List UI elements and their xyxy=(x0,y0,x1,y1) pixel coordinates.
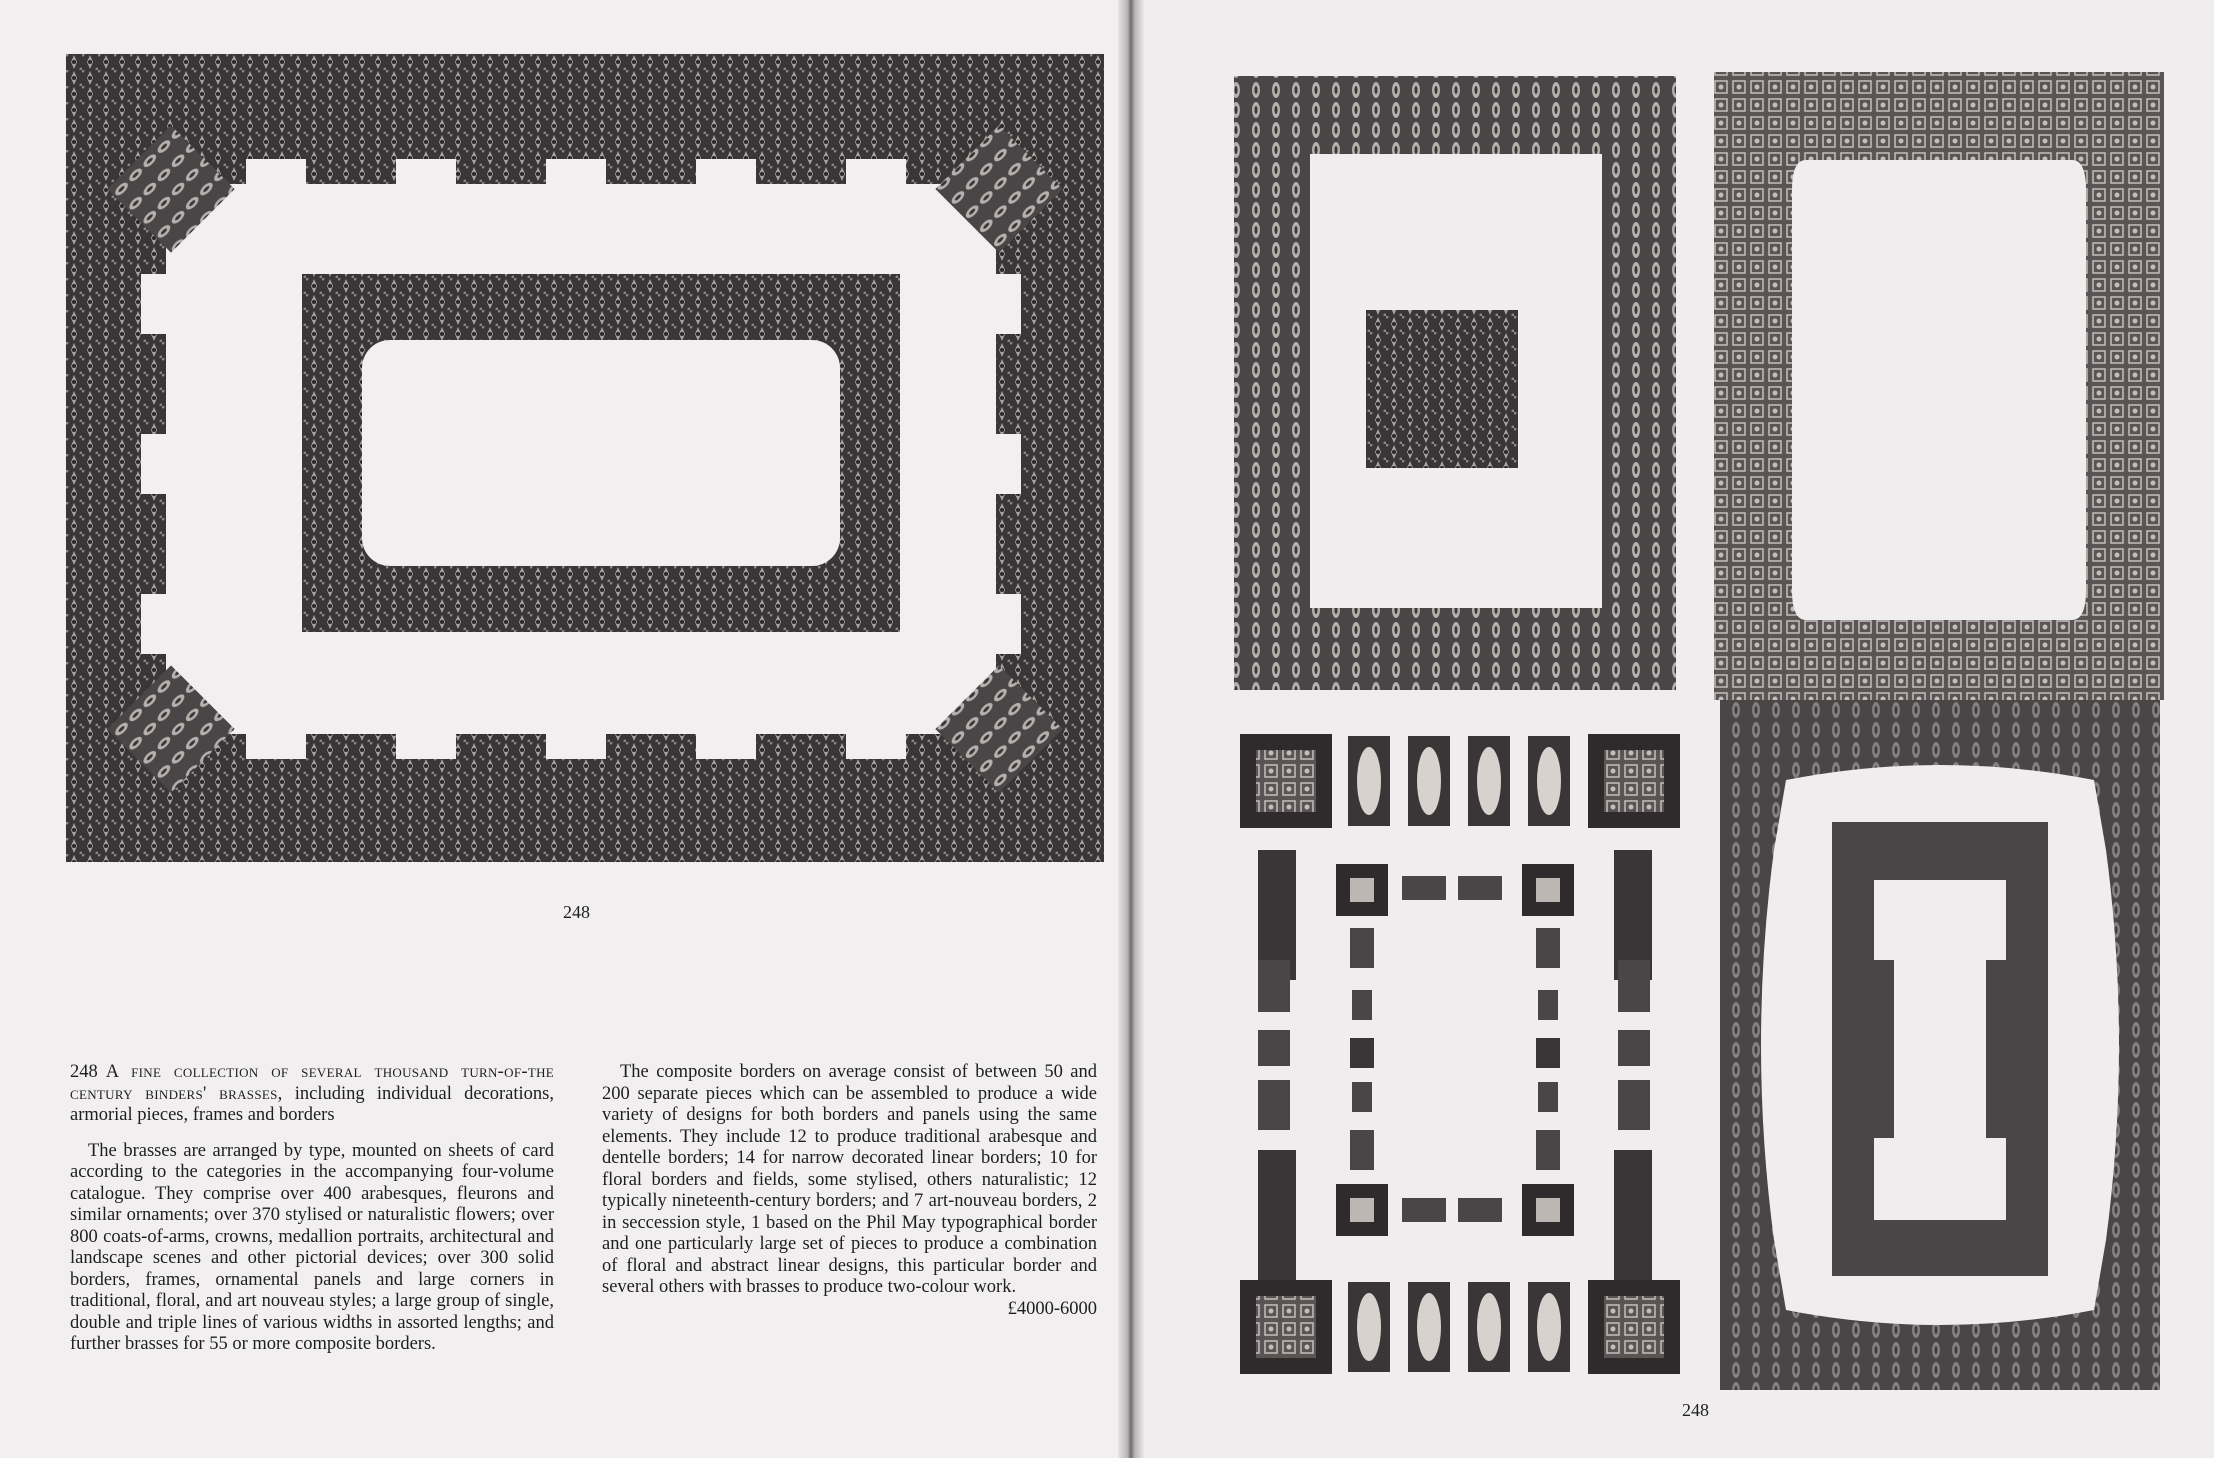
lot-heading: A fine collection of several thousand turn-of-the century binders' brasses, xyxy=(70,1062,554,1104)
leaf-border-frame xyxy=(1234,76,1676,690)
text-column-left xyxy=(70,1062,554,1370)
art-nouveau-frame xyxy=(1720,700,2160,1390)
book-gutter xyxy=(1118,0,1144,1458)
plate-photo-large-border-frames xyxy=(66,54,1104,862)
art-nouveau-pieces xyxy=(1240,734,1680,1374)
lot-number: 248 xyxy=(70,1062,98,1082)
lot-estimate: £4000-6000 xyxy=(1007,1298,1097,1319)
lot-subheading: including individual decorations, armorial pieces, frames and borders xyxy=(70,1083,554,1125)
corner-frame xyxy=(1714,72,2164,700)
lot-title xyxy=(70,1062,554,1127)
plate-caption-right: 248 xyxy=(1682,1400,1709,1420)
lot-paragraph-2: The composite borders on average consist of between 50 and 200 separate pieces which can be assembled to produce a wide variety of designs for both borders and panels using the same elements. They include 12 to produce traditional arabesque and dentelle borders; 14 for narrow decorated linear borders; 10 for floral borders and fields, some stylised, others naturalistic; 12 typically nineteenth-century borders; and 7 art-nouveau borders, 2 in seccession style, 1 based on the Phil May typographical border and one particularly large set of pieces to produce a combination of floral and abstract linear designs, this particular border and several others with brasses to produce two-colour work. xyxy=(602,1062,1097,1297)
text-column-right xyxy=(602,1062,1097,1320)
lot-paragraph-1: The brasses are arranged by type, mounted on sheets of card according to the categories in the accompanying four-volume catalogue. They comprise over 400 arabesques, fleurons and similar ornaments; over 370 stylised or naturalistic flowers; over 800 coats-of-arms, crowns, medallion portraits, architectural and landscape scenes and other pictorial devices; over 300 solid borders, frames, ornamental panels and large corners in traditional, floral, and art nouveau styles; a large group of single, double and triple lines of various widths in assorted lengths; and further brasses for 55 or more composite borders. xyxy=(70,1140,554,1354)
plate-photo-right-set xyxy=(1226,60,2166,1412)
plate-caption-left: 248 xyxy=(563,902,590,922)
